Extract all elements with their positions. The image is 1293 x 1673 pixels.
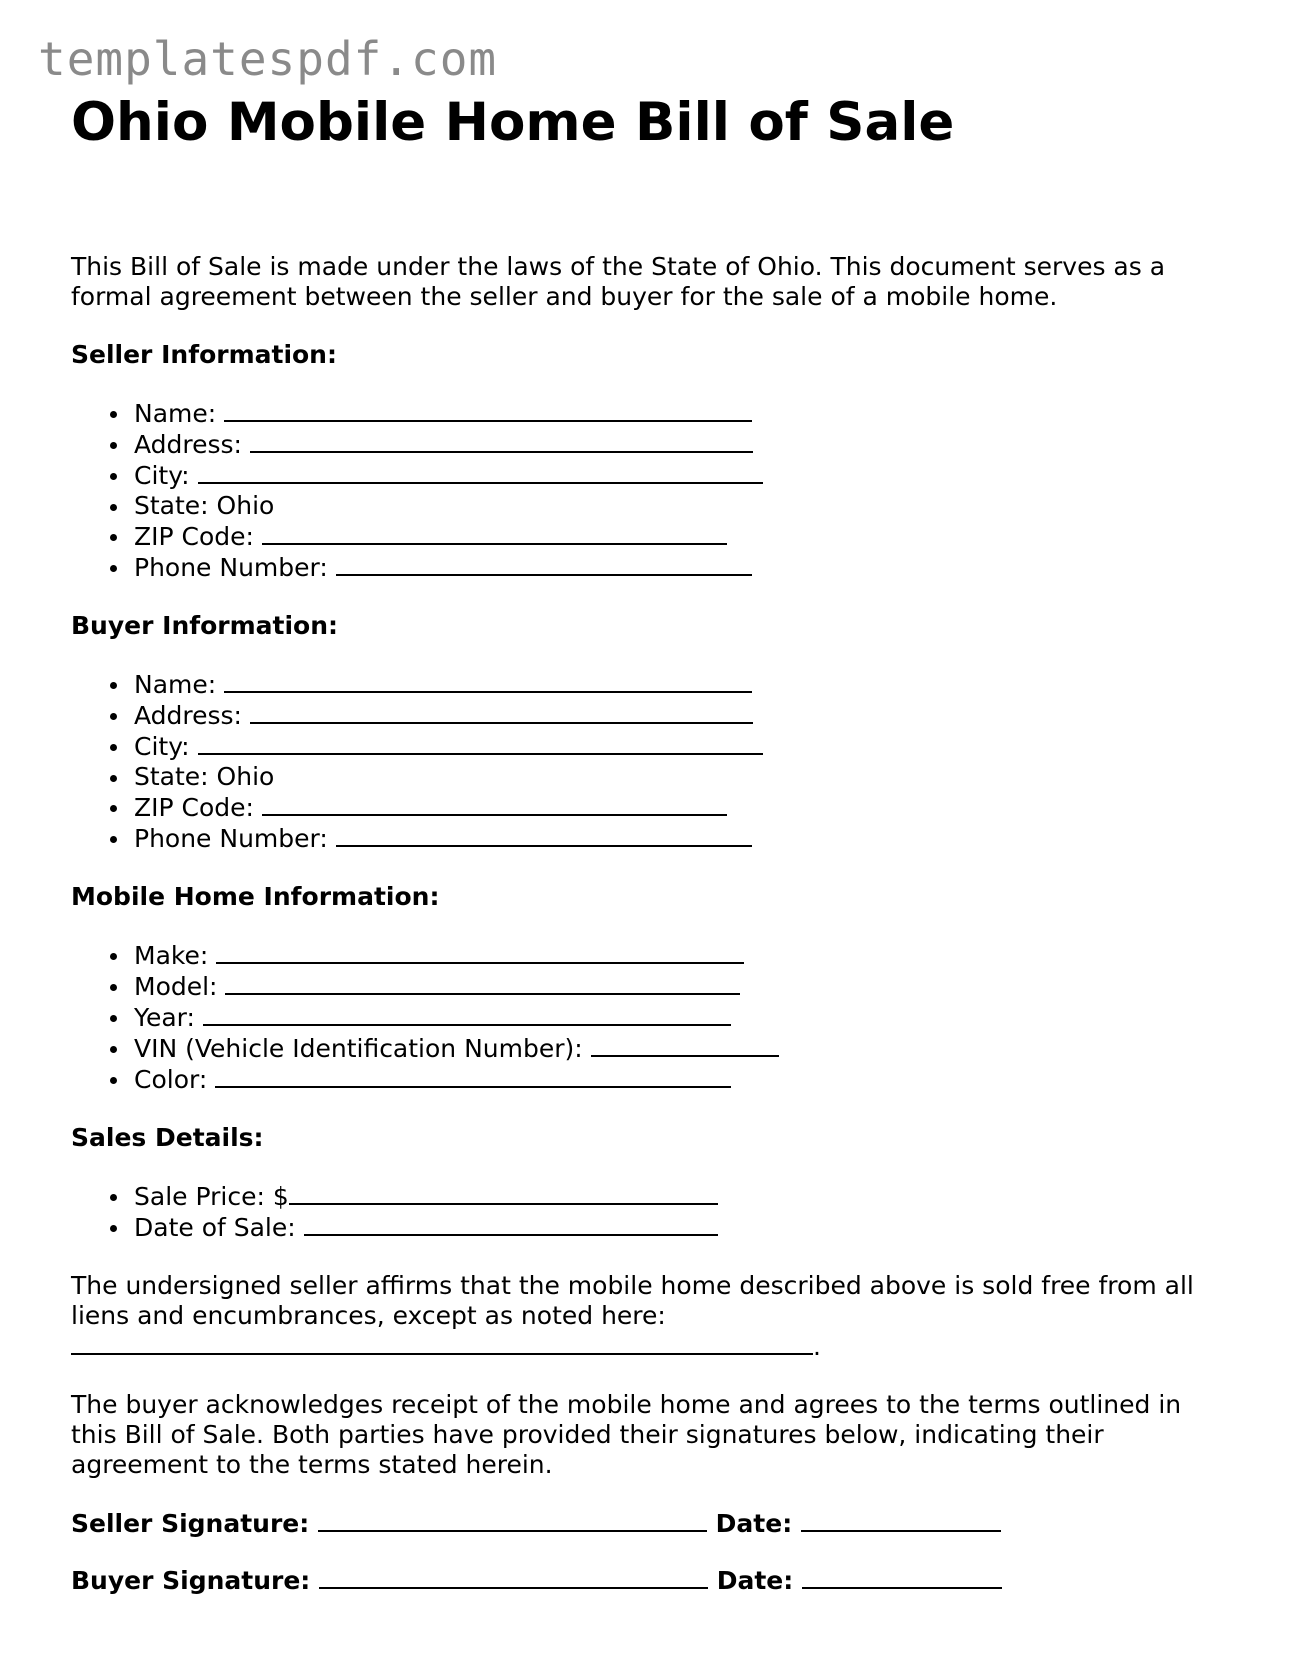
seller-phone-item bbox=[134, 552, 1231, 583]
buyer-state-label: State: Ohio bbox=[134, 762, 275, 791]
sale-price-label: Sale Price: $ bbox=[134, 1182, 289, 1211]
seller-signature-line bbox=[71, 1508, 1231, 1539]
seller-city-label: City: bbox=[134, 461, 198, 490]
buyer-zip-item bbox=[134, 792, 1231, 823]
seller-phone-blank[interactable] bbox=[336, 552, 752, 576]
liens-text: The undersigned seller affirms that the mobile home described above is sold free from all liens and encumbrances, except as noted here: bbox=[71, 1271, 1194, 1330]
buyer-heading: Buyer Information: bbox=[71, 611, 339, 640]
sale-price-item bbox=[134, 1181, 1231, 1212]
model-item bbox=[134, 971, 1231, 1002]
seller-zip-item bbox=[134, 521, 1231, 552]
vin-label: VIN (Vehicle Identification Number): bbox=[134, 1034, 591, 1063]
buyer-address-blank[interactable] bbox=[250, 700, 753, 724]
buyer-signature-label: Buyer Signature: bbox=[71, 1566, 320, 1595]
buyer-phone-item bbox=[134, 823, 1231, 854]
year-label: Year: bbox=[134, 1003, 203, 1032]
page-title: Ohio Mobile Home Bill of Sale bbox=[71, 92, 955, 153]
liens-blank[interactable] bbox=[71, 1331, 813, 1355]
seller-state-item bbox=[134, 491, 1231, 521]
seller-name-label: Name: bbox=[134, 399, 225, 428]
seller-address-item bbox=[134, 429, 1231, 460]
seller-address-blank[interactable] bbox=[250, 429, 753, 453]
document bbox=[71, 88, 1231, 1596]
sales-heading: Sales Details: bbox=[71, 1123, 264, 1152]
seller-phone-label: Phone Number: bbox=[134, 553, 336, 582]
make-blank[interactable] bbox=[216, 940, 744, 964]
sale-date-label: Date of Sale: bbox=[134, 1213, 304, 1242]
acknowledgement-paragraph: The buyer acknowledges receipt of the mobile home and agrees to the terms outlined in this Bill of Sale. Both parties have provided their signatures below, indicating their agreement to the terms stated herein. bbox=[71, 1390, 1182, 1479]
intro-paragraph: This Bill of Sale is made under the laws of the State of Ohio. This document serves as a formal agreement between the seller and buyer for the sale of a mobile home. bbox=[71, 252, 1166, 311]
seller-name-item bbox=[134, 398, 1231, 429]
buyer-name-label: Name: bbox=[134, 670, 225, 699]
seller-city-blank[interactable] bbox=[198, 460, 763, 484]
color-item bbox=[134, 1064, 1231, 1095]
buyer-state-item bbox=[134, 762, 1231, 792]
sale-date-item bbox=[134, 1212, 1231, 1243]
seller-signature-blank[interactable] bbox=[318, 1508, 707, 1532]
make-item bbox=[134, 940, 1231, 971]
year-blank[interactable] bbox=[203, 1002, 731, 1026]
buyer-city-item bbox=[134, 731, 1231, 762]
seller-zip-label: ZIP Code: bbox=[134, 522, 262, 551]
mobile-home-heading: Mobile Home Information: bbox=[71, 882, 440, 911]
sale-price-blank[interactable] bbox=[289, 1181, 718, 1205]
seller-signature-label: Seller Signature: bbox=[71, 1509, 318, 1538]
liens-end: . bbox=[813, 1332, 821, 1361]
seller-heading: Seller Information: bbox=[71, 340, 337, 369]
buyer-date-label: Date: bbox=[708, 1566, 802, 1595]
buyer-signature-blank[interactable] bbox=[319, 1565, 708, 1589]
seller-address-label: Address: bbox=[134, 430, 250, 459]
sale-date-blank[interactable] bbox=[304, 1212, 718, 1236]
buyer-phone-label: Phone Number: bbox=[134, 824, 336, 853]
buyer-date-blank[interactable] bbox=[802, 1565, 1002, 1589]
seller-name-blank[interactable] bbox=[224, 398, 752, 422]
model-blank[interactable] bbox=[225, 971, 740, 995]
buyer-address-item bbox=[134, 700, 1231, 731]
seller-date-label: Date: bbox=[706, 1509, 801, 1538]
seller-state-label: State: Ohio bbox=[134, 491, 275, 520]
seller-city-item bbox=[134, 460, 1231, 491]
buyer-name-blank[interactable] bbox=[224, 669, 752, 693]
buyer-zip-blank[interactable] bbox=[262, 792, 727, 816]
make-label: Make: bbox=[134, 941, 217, 970]
year-item bbox=[134, 1002, 1231, 1033]
sales-list bbox=[71, 1181, 1231, 1243]
color-label: Color: bbox=[134, 1065, 216, 1094]
buyer-address-label: Address: bbox=[134, 701, 250, 730]
seller-date-blank[interactable] bbox=[801, 1508, 1001, 1532]
buyer-phone-blank[interactable] bbox=[336, 823, 752, 847]
buyer-zip-label: ZIP Code: bbox=[134, 793, 262, 822]
liens-paragraph bbox=[71, 1271, 1231, 1362]
watermark: templatespdf.com bbox=[38, 32, 498, 86]
color-blank[interactable] bbox=[215, 1064, 731, 1088]
seller-list bbox=[71, 398, 1231, 583]
buyer-list bbox=[71, 669, 1231, 854]
seller-zip-blank[interactable] bbox=[262, 521, 727, 545]
buyer-signature-line bbox=[71, 1565, 1231, 1596]
buyer-city-blank[interactable] bbox=[198, 731, 763, 755]
mobile-home-list bbox=[71, 940, 1231, 1095]
vin-blank[interactable] bbox=[591, 1033, 779, 1057]
vin-item bbox=[134, 1033, 1231, 1064]
buyer-city-label: City: bbox=[134, 732, 198, 761]
model-label: Model: bbox=[134, 972, 226, 1001]
buyer-name-item bbox=[134, 669, 1231, 700]
